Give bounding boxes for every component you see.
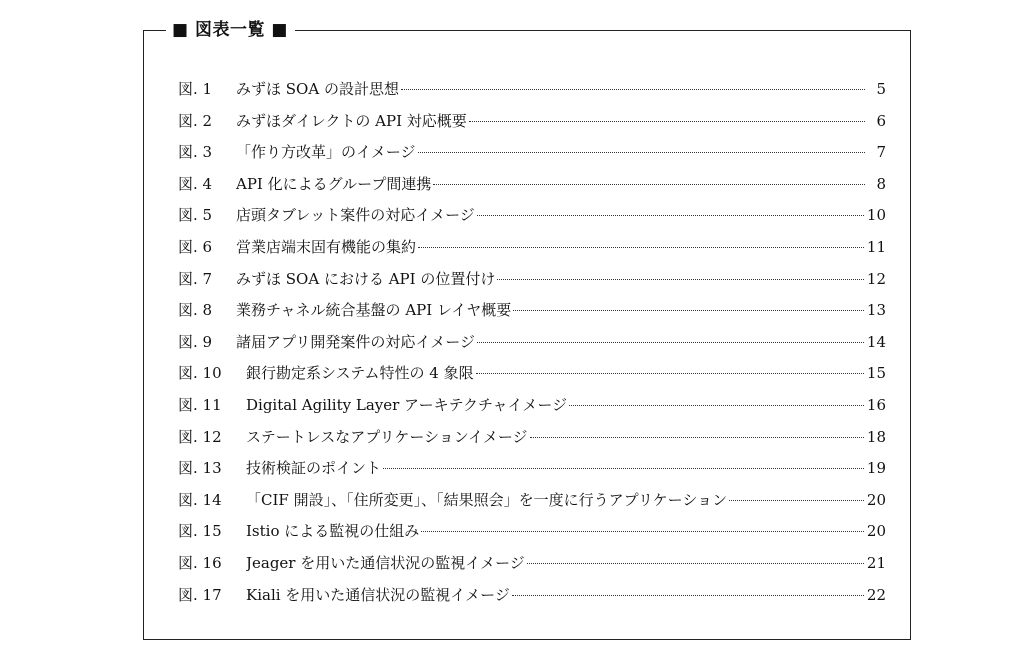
figure-number: 図. 8 [178, 301, 213, 320]
dot-leader [477, 342, 864, 343]
page-number: 19 [866, 459, 886, 478]
figure-caption: Digital Agility Layer アーキテクチャイメージ [246, 395, 568, 414]
figure-number: 図. 11 [178, 395, 222, 414]
figure-caption: 業務チャネル統合基盤の API レイヤ概要 [236, 301, 512, 320]
figure-number: 図. 7 [178, 269, 213, 288]
figure-number: 図. 10 [178, 364, 222, 383]
page-number: 5 [876, 80, 886, 98]
toc-row[interactable] [178, 264, 886, 296]
figure-caption: みずほ SOA における API の位置付け [236, 269, 496, 288]
figure-caption: 「CIF 開設」、「住所変更」、「結果照会」を一度に行うアプリケーション [246, 490, 728, 509]
toc-row[interactable] [178, 74, 886, 106]
figure-list-heading: ■ 図表一覧 ■ [166, 18, 295, 42]
dot-leader [497, 279, 864, 280]
figure-number: 図. 17 [178, 585, 222, 604]
figure-caption: 銀行勘定系システム特性の 4 象限 [246, 364, 474, 383]
page-number: 22 [866, 585, 886, 604]
dot-leader [512, 595, 864, 596]
page-number: 6 [876, 111, 886, 130]
dot-leader [729, 500, 864, 501]
dot-leader [383, 468, 864, 469]
toc-row[interactable] [178, 137, 886, 169]
page-number: 16 [866, 395, 886, 414]
toc-row[interactable] [178, 106, 886, 138]
figure-number: 図. 16 [178, 553, 222, 572]
figure-caption: Jeager を用いた通信状況の監視イメージ [246, 553, 525, 572]
dot-leader [418, 247, 864, 248]
dot-leader [401, 89, 865, 90]
dot-leader [513, 310, 864, 311]
toc-row[interactable] [178, 358, 886, 390]
figure-caption: みずほダイレクトの API 対応概要 [236, 111, 467, 130]
figure-number: 図. 1 [178, 80, 213, 98]
dot-leader [476, 373, 864, 374]
figure-number: 図. 5 [178, 206, 213, 225]
figure-caption: 技術検証のポイント [246, 459, 382, 478]
toc-row[interactable] [178, 485, 886, 517]
figure-number: 図. 15 [178, 522, 222, 541]
page-number: 15 [866, 364, 886, 383]
page-number: 11 [866, 237, 886, 256]
toc-row[interactable] [178, 327, 886, 359]
figure-number: 図. 12 [178, 427, 222, 446]
figure-number: 図. 2 [178, 111, 213, 130]
toc-row[interactable] [178, 200, 886, 232]
figure-number: 図. 9 [178, 332, 213, 351]
figure-caption: API 化によるグループ間連携 [236, 174, 432, 193]
figure-caption: みずほ SOA の設計思想 [236, 80, 399, 98]
toc-row[interactable] [178, 169, 886, 201]
figure-number: 図. 14 [178, 490, 222, 509]
page-number: 18 [866, 427, 886, 446]
page-number: 13 [866, 301, 886, 320]
dot-leader [469, 121, 865, 122]
toc-row[interactable] [178, 453, 886, 485]
figure-number: 図. 6 [178, 237, 213, 256]
figure-number: 図. 4 [178, 174, 213, 193]
figure-caption: Istio による監視の仕組み [246, 522, 420, 541]
figure-number: 図. 3 [178, 143, 213, 162]
toc-row[interactable] [178, 548, 886, 580]
dot-leader [569, 405, 864, 406]
toc-row[interactable] [178, 516, 886, 548]
page-number: 12 [866, 269, 886, 288]
figure-caption: 営業店端末固有機能の集約 [236, 237, 417, 256]
page-number: 21 [866, 553, 886, 572]
toc-row[interactable] [178, 295, 886, 327]
figure-caption: ステートレスなアプリケーションイメージ [246, 427, 528, 446]
page-number: 20 [866, 490, 886, 509]
dot-leader [418, 152, 865, 153]
dot-leader [527, 563, 864, 564]
toc-row[interactable] [178, 390, 886, 422]
dot-leader [530, 437, 864, 438]
figure-caption: Kiali を用いた通信状況の監視イメージ [246, 585, 510, 604]
page-number: 14 [866, 332, 886, 351]
dot-leader [477, 215, 864, 216]
page-number: 8 [876, 174, 886, 193]
figure-caption: 諸届アプリ開発案件の対応イメージ [236, 332, 475, 351]
page-number: 10 [866, 206, 886, 225]
dot-leader [421, 531, 864, 532]
figure-caption: 店頭タブレット案件の対応イメージ [236, 206, 475, 225]
figure-list [178, 74, 886, 611]
toc-row[interactable] [178, 580, 886, 612]
dot-leader [433, 184, 865, 185]
page-number: 20 [866, 522, 886, 541]
toc-row[interactable] [178, 422, 886, 454]
page-number: 7 [876, 143, 886, 162]
figure-caption: 「作り方改革」のイメージ [236, 143, 416, 162]
toc-row[interactable] [178, 232, 886, 264]
figure-number: 図. 13 [178, 459, 222, 478]
